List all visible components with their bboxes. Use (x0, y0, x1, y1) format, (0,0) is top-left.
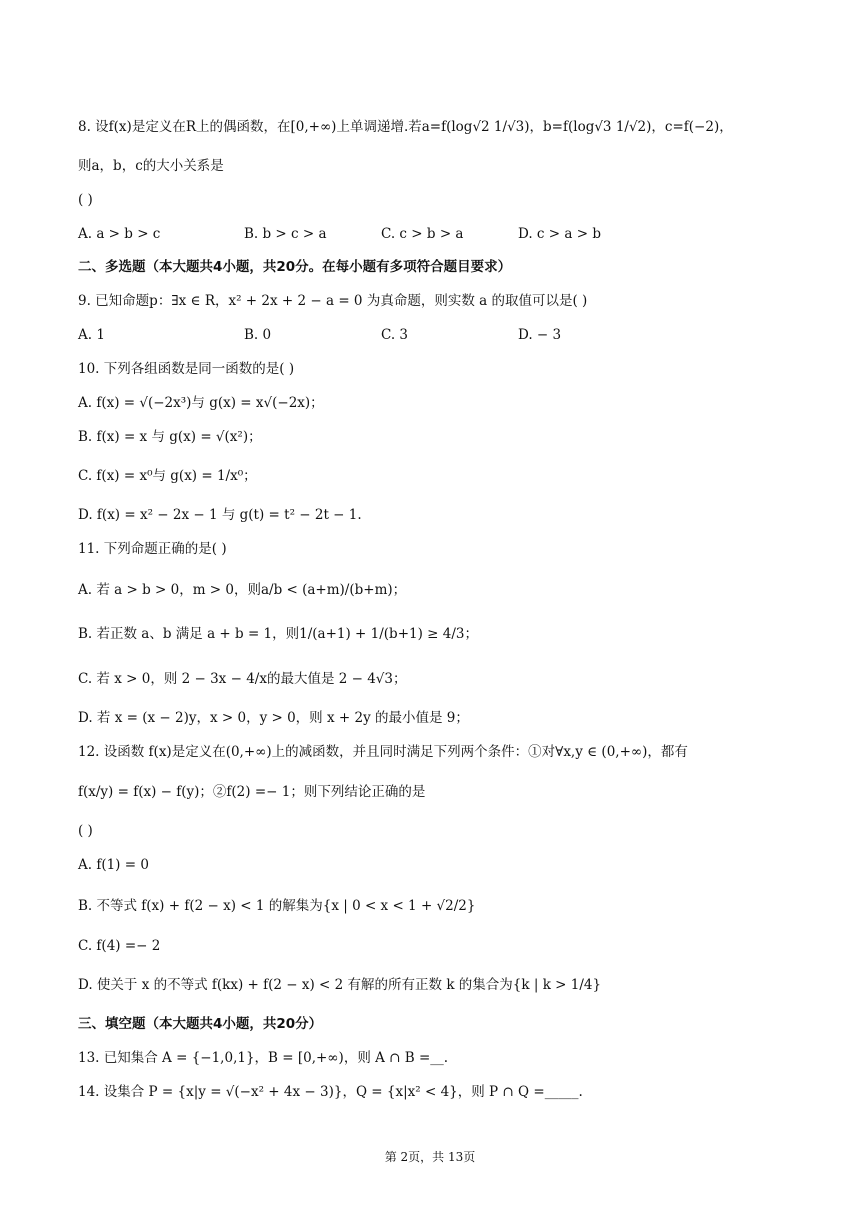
q10-option-b: B. f(x) = x 与 g(x) = √(x²)； (78, 429, 262, 445)
q8-option-d: D. c > a > b (518, 226, 601, 242)
q12-answer-paren: ( ) (78, 823, 93, 839)
q8-option-c: C. c > b > a (381, 226, 464, 242)
q9-option-b: B. 0 (244, 327, 272, 343)
q11-option-b: B. 若正数 a、b 满足 a + b = 1，则1/(a+1) + 1/(b+1) ≥ 4/3； (78, 626, 478, 642)
q10-option-c: C. f(x) = x⁰与 g(x) = 1/x⁰； (78, 468, 257, 484)
q9-option-d: D. − 3 (518, 327, 562, 343)
q10-option-d: D. f(x) = x² − 2x − 1 与 g(t) = t² − 2t − 1. (78, 507, 362, 523)
q11-option-d: D. 若 x = (x − 2)y，x > 0，y > 0，则 x + 2y 的最小值是 9； (78, 710, 469, 726)
q8-stem-line2: 则a，b，c的大小关系是 (78, 158, 224, 174)
q8-answer-paren: ( ) (78, 192, 93, 208)
q9-option-c: C. 3 (381, 327, 409, 343)
q8-option-a: A. a > b > c (78, 226, 161, 242)
q8-option-b: B. b > c > a (244, 226, 327, 242)
section-heading-multiple-choice: 二、多选题（本大题共4小题，共20分。在每小题有多项符合题目要求） (78, 259, 512, 275)
q13-stem: 13. 已知集合 A = {−1,0,1}，B = [0,+∞)，则 A ∩ B =__. (78, 1050, 449, 1066)
q12-option-a: A. f(1) = 0 (78, 857, 149, 873)
q9-option-a: A. 1 (78, 327, 105, 343)
q8-stem-line1: 8. 设f(x)是定义在R上的偶函数，在[0,+∞)上单调递增.若a=f(log√2 1/√3)，b=f(log√3 1/√2)，c=f(−2)， (78, 119, 733, 135)
q12-option-d: D. 使关于 x 的不等式 f(kx) + f(2 − x) < 2 有解的所有正数 k 的集合为{k | k > 1/4} (78, 977, 602, 993)
section-heading-fill-in: 三、填空题（本大题共4小题，共20分） (78, 1016, 323, 1032)
q10-stem: 10. 下列各组函数是同一函数的是( ) (78, 361, 295, 377)
q9-stem: 9. 已知命题p：∃x ∈ R，x² + 2x + 2 − a = 0 为真命题，则实数 a 的取值可以是( ) (78, 293, 588, 309)
q12-stem-line1: 12. 设函数 f(x)是定义在(0,+∞)上的减函数，并且同时满足下列两个条件：①对∀x,y ∈ (0,+∞)，都有 (78, 744, 688, 760)
q14-stem: 14. 设集合 P = {x|y = √(−x² + 4x − 3)}，Q = {x|x² < 4}，则 P ∩ Q =_____. (78, 1084, 583, 1100)
q11-stem: 11. 下列命题正确的是( ) (78, 541, 227, 557)
q12-option-b: B. 不等式 f(x) + f(2 − x) < 1 的解集为{x | 0 < x < 1 + √2/2} (78, 898, 476, 914)
q10-option-a: A. f(x) = √(−2x³)与 g(x) = x√(−2x)； (78, 395, 324, 411)
page-footer: 第 2页，共 13页 (384, 1150, 476, 1164)
q12-stem-line2: f(x/y) = f(x) − f(y)；②f(2) =− 1；则下列结论正确的是 (78, 784, 426, 800)
q11-option-a: A. 若 a > b > 0，m > 0，则a/b < (a+m)/(b+m)； (78, 582, 407, 598)
q12-option-c: C. f(4) =− 2 (78, 938, 161, 954)
q11-option-c: C. 若 x > 0，则 2 − 3x − 4/x的最大值是 2 − 4√3； (78, 671, 407, 687)
